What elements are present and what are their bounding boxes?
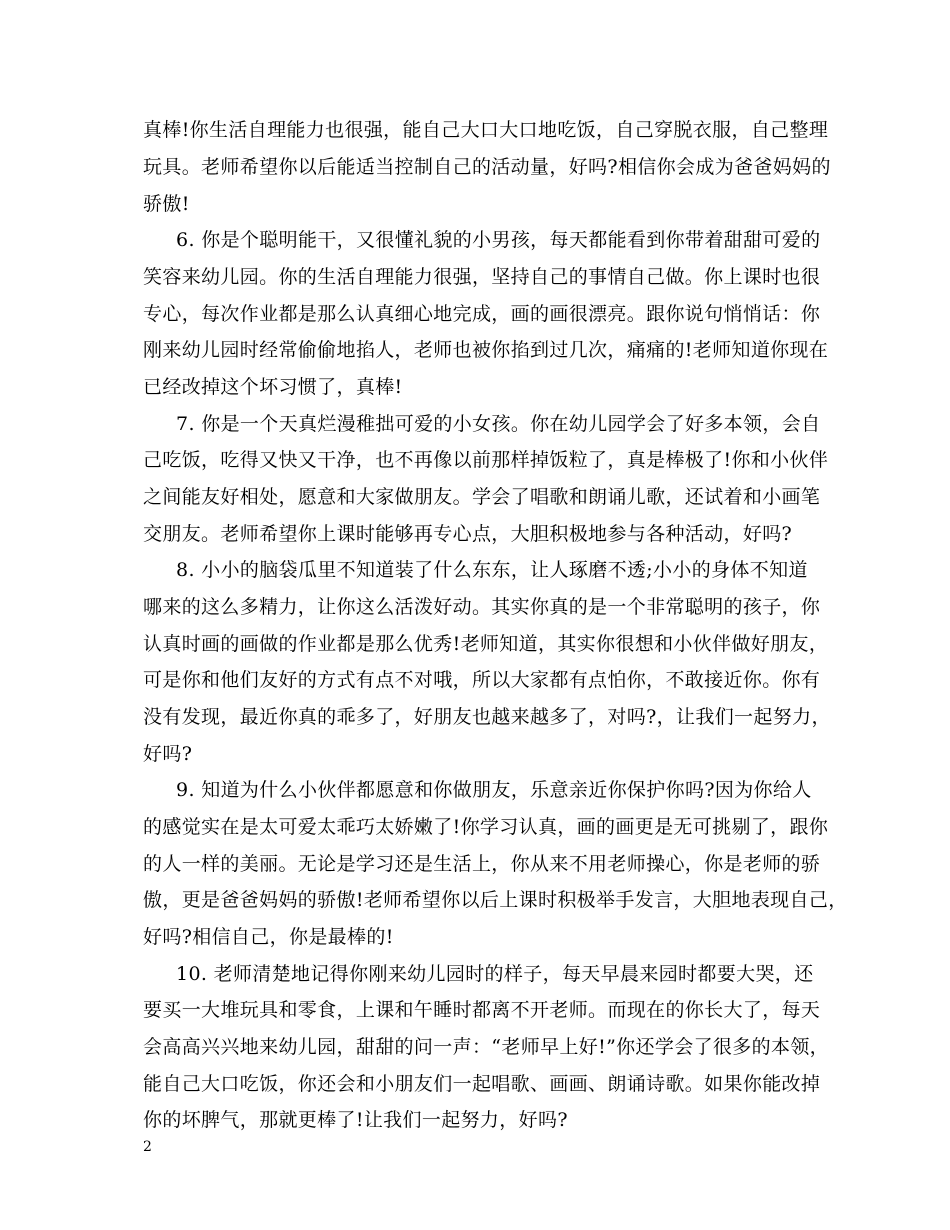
text-line: 交朋友。老师希望你上课时能够再专心点，大胆积极地参与各种活动，好吗? [143,523,793,545]
text-line: 会高高兴兴地来幼儿园，甜甜的问一声：“老师早上好!”你还学会了很多的本领， [143,1036,830,1058]
text-line: 没有发现，最近你真的乖多了，好朋友也越来越多了，对吗?，让我们一起努力， [143,706,831,728]
page-number: 2 [143,1139,152,1155]
text-line: 的人一样的美丽。无论是学习还是生活上，你从来不用老师操心，你是老师的骄 [143,853,821,875]
text-line: 哪来的这么多精力，让你这么活泼好动。其实你真的是一个非常聪明的孩子，你 [143,596,821,618]
text-line: 专心，每次作业都是那么认真细心地完成，画的画很漂亮。跟你说句悄悄话：你 [143,303,821,325]
text-line: 真棒!你生活自理能力也很强，能自己大口大口地吃饭，自己穿脱衣服，自己整理 [143,119,829,141]
text-line: 已经改掉这个坏习惯了，真棒! [143,376,403,398]
text-line: 己吃饭，吃得又快又干净，也不再像以前那样掉饭粒了，真是棒极了!你和小伙伴 [143,449,829,471]
text-line: 刚来幼儿园时经常偷偷地掐人，老师也被你掐到过几次，痛痛的!老师知道你现在 [143,339,829,361]
paragraph-10-first-line: 10. 老师清楚地记得你刚来幼儿园时的样子，每天早晨来园时都要大哭，还 [176,963,814,985]
text-line: 可是你和他们友好的方式有点不对哦，所以大家都有点怕你，不敢接近你。你有 [143,669,821,691]
text-line: 能自己大口吃饭，你还会和小朋友们一起唱歌、画画、朗诵诗歌。如果你能改掉 [143,1073,821,1095]
text-line: 要买一大堆玩具和零食，上课和午睡时都离不开老师。而现在的你长大了，每天 [143,999,821,1021]
text-line: 好吗?相信自己，你是最棒的! [143,926,394,948]
paragraph-7-first-line: 7. 你是一个天真烂漫稚拙可爱的小女孩。你在幼儿园学会了好多本领，会自 [176,413,821,435]
paragraph-9-first-line: 9. 知道为什么小伙伴都愿意和你做朋友，乐意亲近你保护你吗?因为你给人 [176,779,812,801]
text-line: 骄傲! [143,193,190,215]
paragraph-8-first-line: 8. 小小的脑袋瓜里不知道装了什么东东，让人琢磨不透;小小的身体不知道 [176,559,808,581]
text-line: 傲，更是爸爸妈妈的骄傲!老师希望你以后上课时积极举手发言，大胆地表现自己， [143,889,848,911]
text-line: 笑容来幼儿园。你的生活自理能力很强，坚持自己的事情自己做。你上课时也很 [143,266,821,288]
text-line: 认真时画的画做的作业都是那么优秀!老师知道，其实你很想和小伙伴做好朋友， [143,633,829,655]
text-line: 好吗? [143,743,193,765]
paragraph-6-first-line: 6. 你是个聪明能干，又很懂礼貌的小男孩，每天都能看到你带着甜甜可爱的 [176,229,821,251]
text-line: 你的坏脾气，那就更棒了!让我们一起努力，好吗? [143,1109,568,1131]
text-line: 之间能友好相处，愿意和大家做朋友。学会了唱歌和朗诵儿歌，还试着和小画笔 [143,486,821,508]
text-line: 的感觉实在是太可爱太乖巧太娇嫩了!你学习认真，画的画更是无可挑剔了，跟你 [143,816,829,838]
text-line: 玩具。老师希望你以后能适当控制自己的活动量，好吗?相信你会成为爸爸妈妈的 [143,156,831,178]
